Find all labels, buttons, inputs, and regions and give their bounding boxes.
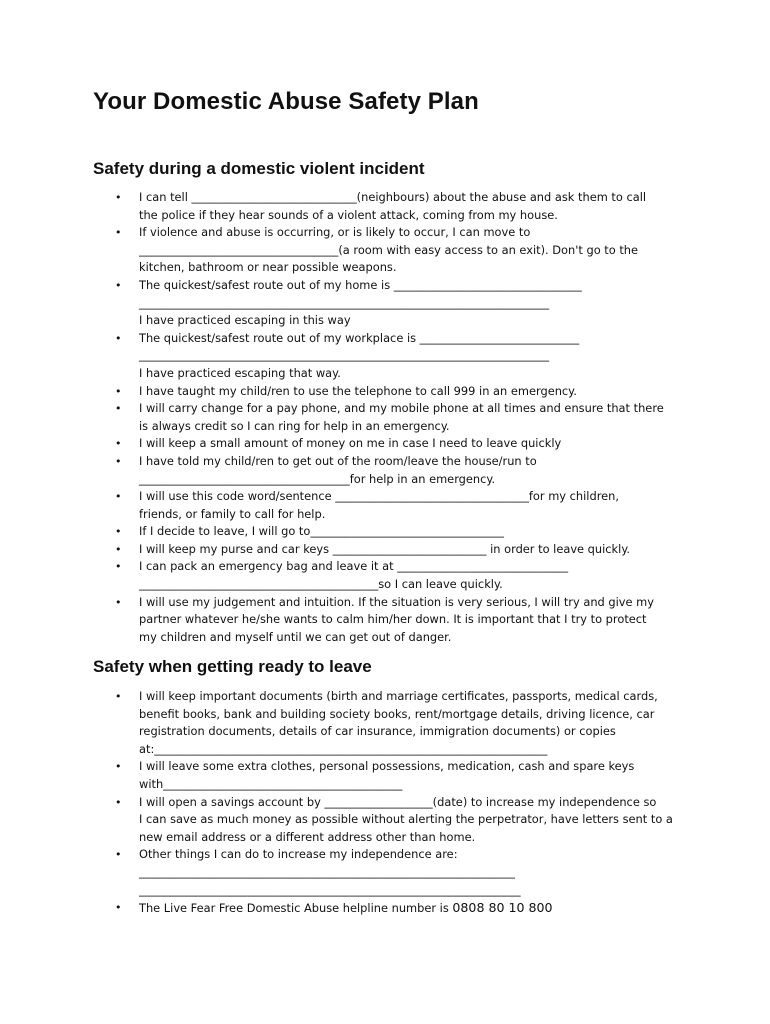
list-item-line: I can pack an emergency bag and leave it at ______________________________ — [139, 559, 569, 574]
list-item-line: ________________________________________________________________________ — [139, 295, 550, 310]
list-item-line: I will leave some extra clothes, personal possessions, medication, cash and spare keys — [139, 759, 635, 774]
list-item — [0, 224, 770, 277]
list-item — [0, 846, 770, 899]
list-item — [0, 277, 770, 330]
list-item — [0, 488, 770, 523]
list-item-line: I will keep a small amount of money on me in case I need to leave quickly — [139, 436, 562, 451]
leaving-safety-list — [0, 688, 770, 918]
bullet-icon: • — [115, 560, 122, 574]
bullet-icon: • — [115, 760, 122, 774]
list-item-line: I will use this code word/sentence __________________________________for my children, — [139, 489, 619, 504]
list-item-line: __________________________________________so I can leave quickly. — [139, 577, 503, 592]
list-item-line: ________________________________________________________________________ — [139, 348, 550, 363]
bullet-icon: • — [115, 901, 122, 915]
bullet-icon: • — [115, 490, 122, 504]
bullet-icon: • — [115, 226, 122, 240]
list-item — [0, 758, 770, 793]
list-item — [0, 383, 770, 401]
list-item-line: I have practiced escaping in this way — [139, 313, 351, 328]
bullet-icon: • — [115, 542, 122, 556]
list-item — [0, 794, 770, 847]
list-item-line: I have practiced escaping that way. — [139, 365, 341, 380]
bullet-icon: • — [115, 331, 122, 345]
list-item-line: my children and myself until we can get out of danger. — [139, 629, 452, 644]
list-item-line: partner whatever he/she wants to calm him/her down. It is important that I try to protect — [139, 612, 647, 627]
list-item-line: at:_____________________________________________________________________ — [139, 741, 548, 756]
incident-safety-list — [0, 189, 770, 646]
bullet-icon: • — [115, 384, 122, 398]
bullet-icon: • — [115, 848, 122, 862]
list-item-line: I can save as much money as possible without alerting the perpetrator, have letters sent to a — [139, 812, 673, 827]
list-item-line: The quickest/safest route out of my home is _________________________________ — [139, 277, 582, 292]
list-item-line: new email address or a different address other than home. — [139, 829, 476, 844]
list-item-line: I will carry change for a pay phone, and my mobile phone at all times and ensure that there — [139, 401, 664, 416]
list-item — [0, 189, 770, 224]
list-item — [0, 558, 770, 593]
helpline-item — [0, 899, 770, 918]
list-item-line: I will open a savings account by ___________________(date) to increase my independence so — [139, 794, 657, 809]
list-item-line: I will keep my purse and car keys ___________________________ in order to leave quickly. — [139, 541, 631, 556]
list-item-line: ___________________________________(a room with easy access to an exit). Don't go to the — [139, 242, 639, 257]
list-item — [0, 523, 770, 541]
bullet-icon: • — [115, 437, 122, 451]
list-item-line: If violence and abuse is occurring, or is likely to occur, I can move to — [139, 225, 531, 240]
list-item-line: friends, or family to call for help. — [139, 506, 326, 521]
bullet-icon: • — [115, 454, 122, 468]
list-item-line: I have told my child/ren to get out of the room/leave the house/run to — [139, 453, 537, 468]
list-item-line: is always credit so I can ring for help in an emergency. — [139, 418, 450, 433]
section-heading-leaving: Safety when getting ready to leave — [93, 657, 372, 676]
list-item-line: kitchen, bathroom or near possible weapons. — [139, 260, 397, 275]
list-item-line: benefit books, bank and building society books, rent/mortgage details, driving licence, car — [139, 706, 655, 721]
list-item-line: _____________________________________for help in an emergency. — [139, 471, 496, 486]
list-item — [0, 400, 770, 435]
bullet-icon: • — [115, 595, 122, 609]
document-title: Your Domestic Abuse Safety Plan — [93, 88, 479, 115]
list-item-line: I can tell _____________________________(neighbours) about the abuse and ask them to call — [139, 190, 647, 204]
bullet-icon: • — [115, 278, 122, 292]
list-item-line: registration documents, details of car insurance, immigration documents) or copies — [139, 724, 616, 739]
list-item-line: Other things I can do to increase my independence are: — [139, 847, 458, 862]
list-item-line: I will use my judgement and intuition. If the situation is very serious, I will try and give my — [139, 594, 655, 609]
list-item-line: the police if they hear sounds of a violent attack, coming from my house. — [139, 207, 558, 222]
helpline-phone-number[interactable]: 0808 80 10 800 — [452, 900, 553, 916]
list-item-line: The quickest/safest route out of my workplace is ____________________________ — [139, 330, 580, 345]
list-item — [0, 330, 770, 383]
helpline-line — [139, 899, 686, 918]
list-item-line: with__________________________________________ — [139, 776, 403, 791]
list-item — [0, 435, 770, 453]
bullet-icon: • — [115, 690, 122, 703]
list-item — [0, 541, 770, 559]
list-item-line: __________________________________________________________________ — [139, 864, 515, 879]
bullet-icon: • — [115, 191, 122, 204]
bullet-icon: • — [115, 402, 122, 416]
list-item-line: ___________________________________________________________________ — [139, 882, 521, 897]
bullet-icon: • — [115, 795, 122, 809]
bullet-icon: • — [115, 525, 122, 539]
list-item — [0, 453, 770, 488]
list-item — [0, 688, 770, 758]
list-item-line: If I decide to leave, I will go to__________________________________ — [139, 524, 505, 539]
list-item-line: I have taught my child/ren to use the telephone to call 999 in an emergency. — [139, 383, 577, 398]
list-item — [0, 594, 770, 647]
helpline-label: The Live Fear Free Domestic Abuse helpline number is — [139, 901, 453, 916]
list-item-line: I will keep important documents (birth and marriage certificates, passports, medical cards, — [139, 689, 658, 703]
section-heading-incident: Safety during a domestic violent incident — [93, 159, 425, 178]
